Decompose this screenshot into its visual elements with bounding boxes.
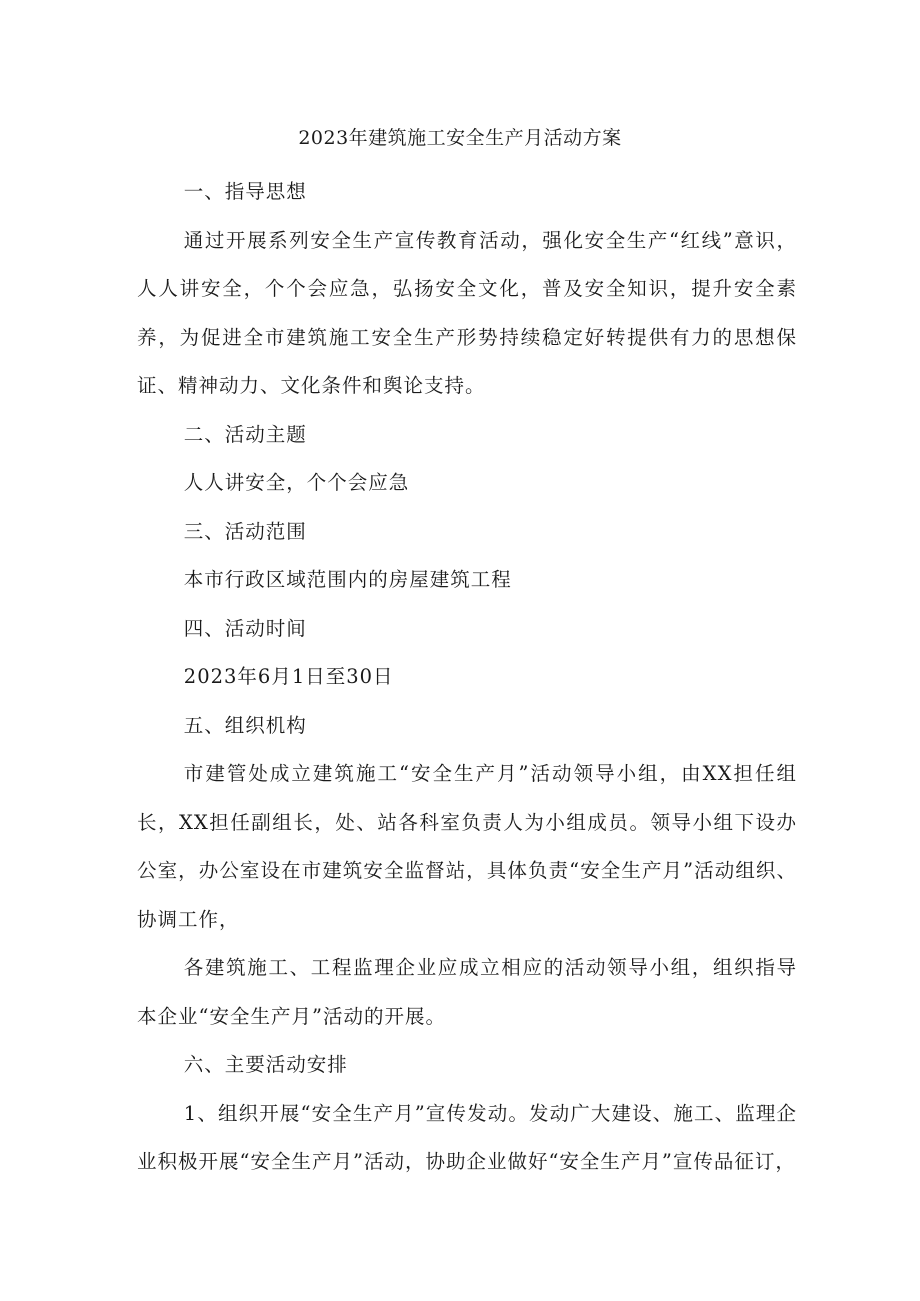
section-heading-organization: 五、组织机构 xyxy=(183,713,307,737)
document-body xyxy=(137,168,797,1187)
section-heading-activity-time: 四、活动时间 xyxy=(183,616,307,640)
paragraph-activity-time: 2023年6月1日至30日 xyxy=(183,665,394,688)
paragraph-organization-enterprises: 各建筑施工、工程监理企业应成立相应的活动领导小组，组织指导本企业“安全生产月”活动的开展。 xyxy=(137,956,797,1028)
section-heading-guiding-ideology: 一、指导思想 xyxy=(183,180,307,203)
section-heading-activity-theme: 二、活动主题 xyxy=(183,422,307,446)
paragraph-activity-scope: 本市行政区域范围内的房屋建筑工程 xyxy=(183,568,512,591)
paragraph-main-activity-1: 1、组织开展“安全生产月”宣传发动。发动广大建设、施工、监理企业积极开展“安全生产月”活动，协助企业做好“安全生产月”宣传品征订， xyxy=(137,1101,797,1173)
paragraph-organization: 市建管处成立建筑施工“安全生产月”活动领导小组，由XX担任组长，XX担任副组长，处、站各科室负责人为小组成员。领导小组下设办公室，办公室设在市建筑安全监督站，具体负责“安全生产月”活动组织、协调工作， xyxy=(137,762,797,931)
document-title: 2023年建筑施工安全生产月活动方案 xyxy=(298,127,622,149)
section-heading-main-activities: 六、主要活动安排 xyxy=(183,1053,348,1076)
section-heading-activity-scope: 三、活动范围 xyxy=(183,519,307,543)
paragraph-activity-theme: 人人讲安全，个个会应急 xyxy=(183,471,410,494)
paragraph-guiding-ideology: 通过开展系列安全生产宣传教育活动，强化安全生产“红线”意识，人人讲安全，个个会应急，弘扬安全文化，普及安全知识，提升安全素养，为促进全市建筑施工安全生产形势持续稳定好转提供有力的思想保证、精神动力、文化条件和舆论支持。 xyxy=(137,228,797,397)
